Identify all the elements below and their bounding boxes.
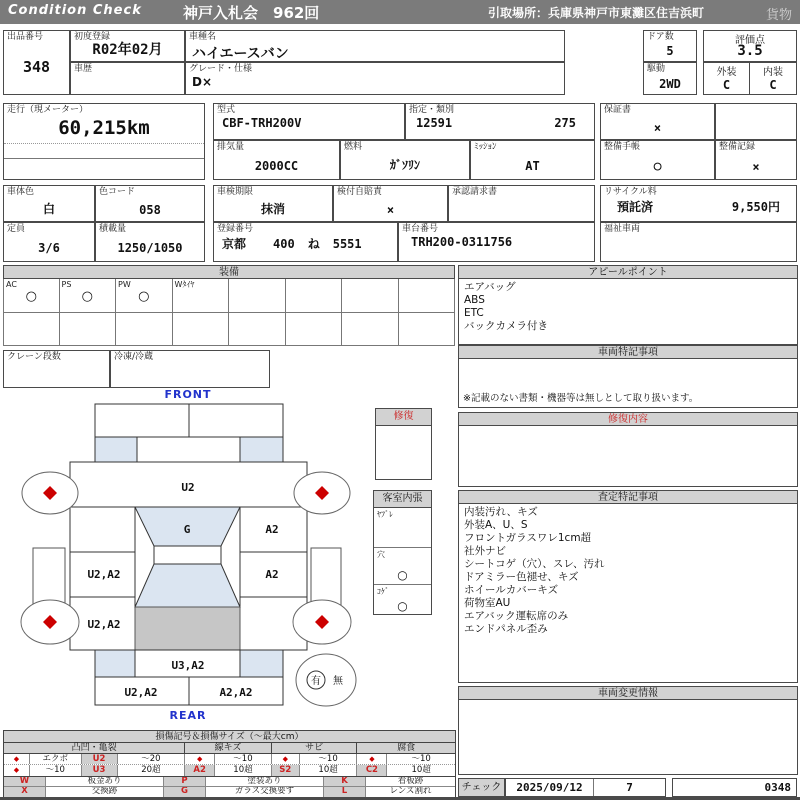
spare-present-text: 有 — [311, 676, 321, 687]
first-registration-label: 初度登録 — [74, 32, 111, 42]
model-code-label: 型式 — [217, 105, 236, 115]
assessment-item: ホイールカバーキズ — [464, 584, 559, 596]
appeal-points-panel — [458, 265, 798, 345]
recycle-status: 預託済 — [617, 200, 654, 214]
assessment-item: エンドパネル歪み — [464, 623, 548, 635]
equipment-cell-empty — [173, 313, 230, 347]
check-label-cell: チェック — [458, 778, 505, 797]
interior-trim-title: 客室内張 — [374, 491, 431, 508]
equipment-cell-empty — [342, 313, 399, 347]
appeal-points-title: アピールポイント — [458, 265, 798, 279]
appeal-item: ETC — [464, 307, 484, 319]
inspection-label: 車検期限 — [217, 187, 254, 197]
equipment-cell-ac: AC ○ — [3, 279, 60, 313]
registration-number-box — [213, 222, 398, 262]
rear-window — [135, 564, 240, 607]
drive-value: 2WD — [659, 77, 681, 91]
damage-diamond-icon: ◆ — [357, 754, 387, 764]
insurance-value: × — [386, 203, 395, 217]
warranty-value: × — [653, 121, 662, 135]
repair-details-panel — [458, 412, 798, 487]
equipment-cell-empty — [229, 279, 286, 313]
registration-kana: ね — [307, 237, 320, 251]
body-color-box — [3, 185, 95, 222]
registration-area: 京都 — [222, 237, 247, 251]
warranty-label: 保証書 — [604, 105, 632, 115]
recycle-fee-box — [600, 185, 797, 222]
fuel-value: ｶﾞｿﾘﾝ — [389, 158, 420, 172]
mileage-value: 60,215km — [58, 117, 150, 139]
assessment-item: 外装A、U、S — [464, 519, 528, 531]
assessment-item: シートコゲ（穴）、スレ、汚れ — [464, 558, 605, 570]
class-sub-value: 275 — [554, 116, 576, 130]
roof-panel — [135, 607, 240, 650]
displacement-value: 2000CC — [254, 159, 299, 173]
model-name-value: ハイエースバン — [192, 46, 289, 62]
history-box — [70, 62, 185, 95]
drive-label: 駆動 — [647, 64, 666, 74]
equipment-cell-empty — [286, 279, 343, 313]
spare-absent-text: 無 — [333, 676, 343, 687]
mark-left-rear: U2,A2 — [87, 618, 121, 631]
cowl-left — [95, 437, 137, 462]
cowl-center — [137, 437, 240, 462]
assessment-item: ドアミラー色褪せ、キズ — [464, 571, 579, 583]
trim-row-hole: 穴 ○ — [374, 548, 431, 585]
repaired-flag-box — [375, 408, 432, 480]
mark-hood: U2 — [181, 481, 195, 494]
maintenance-record-value: × — [752, 160, 760, 174]
approval-box — [448, 185, 595, 222]
damage-legend-groups: 凸凹・亀裂 線キズ サビ 腐食 — [4, 743, 455, 754]
brand-title: Condition Check — [8, 3, 142, 18]
insurance-label: 検付自賠責 — [337, 187, 383, 197]
maintenance-record-box — [715, 140, 797, 180]
equipment-cell-empty — [3, 313, 60, 347]
chassis-number-value: TRH200-0311756 — [411, 235, 513, 249]
exterior-grade-value: C — [722, 78, 731, 92]
assessment-notes-title: 査定特記事項 — [458, 490, 798, 504]
doors-label: ドア数 — [647, 32, 674, 42]
capacity-label: 定員 — [7, 224, 26, 234]
assessment-notes-panel — [458, 490, 798, 683]
change-info-panel — [458, 686, 798, 775]
load-capacity-value: 1250/1050 — [117, 241, 183, 255]
chassis-number-box — [398, 222, 595, 262]
color-code-value: 058 — [139, 203, 161, 217]
equipment-cell-empty — [60, 313, 117, 347]
lot-number-value: 348 — [22, 58, 51, 76]
doors-value: 5 — [666, 44, 674, 58]
header-bar — [0, 0, 800, 24]
check-number: 7 — [626, 781, 633, 794]
insurance-box — [333, 185, 448, 222]
displacement-box — [213, 140, 340, 180]
lot-number-label: 出品番号 — [7, 32, 44, 42]
rear-corner-right — [240, 650, 283, 677]
damage-diamond-icon: ◆ — [185, 754, 215, 764]
model-name-label: 車種名 — [189, 32, 217, 42]
equipment-ps-value: ○ — [81, 289, 93, 304]
repair-code-row1: W 板金あり P 塗装あり K 看板跡 — [4, 777, 455, 787]
damage-legend-row1: ◆ エクボ U2 ～20 ◆ ～10 ◆ ～10 ◆ ～10 — [4, 754, 455, 765]
mark-right-mid: A2 — [265, 568, 279, 581]
check-date: 2025/09/12 — [506, 779, 594, 796]
first-registration-box — [70, 30, 185, 62]
model-name-box — [185, 30, 565, 62]
damage-diamond-icon: ◆ — [272, 754, 300, 764]
equipment-pw-value: ○ — [138, 289, 150, 304]
assessment-item: 社外ナビ — [464, 545, 506, 557]
trim-row-tear: ﾔﾌﾞﾚ — [374, 508, 431, 548]
interior-grade-box — [749, 62, 797, 95]
registration-class: 400 — [273, 237, 295, 251]
mileage-label: 走行（現メーター） — [7, 105, 89, 115]
vehicle-category: 貨物 — [765, 8, 792, 23]
mark-rear-right: A2,A2 — [219, 686, 253, 699]
sheet-code-box — [672, 778, 797, 797]
load-capacity-label: 積載量 — [99, 224, 127, 234]
rear-label: REAR — [169, 709, 207, 722]
equipment-cell-empty — [286, 313, 343, 347]
sheet-code: 0348 — [764, 781, 791, 794]
history-label: 車歴 — [74, 64, 93, 74]
recycle-fee-label: リサイクル料 — [604, 187, 657, 197]
equipment-cell-empty — [342, 279, 399, 313]
appeal-item: ABS — [464, 294, 485, 306]
score-label: 評価点 — [735, 35, 765, 46]
grade-label: グレード・仕様 — [189, 64, 253, 74]
grade-value: D× — [192, 75, 213, 89]
damage-diamond-icon: ◆ — [4, 754, 30, 764]
equipment-cell-empty — [116, 313, 173, 347]
lot-number-box — [3, 30, 70, 95]
recycle-fee-value: 9,550円 — [731, 200, 780, 214]
pickup-location: 引取場所：兵庫県神戸市東灘区住吉浜町 — [488, 6, 705, 20]
displacement-label: 排気量 — [217, 142, 245, 152]
equipment-header: 装備 — [3, 265, 455, 279]
fuel-label: 燃料 — [344, 142, 363, 152]
registration-number-label: 登録番号 — [217, 224, 254, 234]
color-code-label: 色コード — [99, 187, 136, 197]
welfare-vehicle-box — [600, 222, 797, 262]
appeal-item: エアバッグ — [464, 281, 516, 293]
equipment-cell-ps: PS ○ — [60, 279, 117, 313]
body-color-label: 車体色 — [7, 187, 35, 197]
welfare-vehicle-label: 福祉車両 — [604, 224, 641, 234]
vehicle-notes-panel — [458, 345, 798, 408]
color-code-box — [95, 185, 205, 222]
change-info-title: 車両変更情報 — [458, 686, 798, 700]
inspection-box — [213, 185, 333, 222]
maintenance-book-label: 整備手帳 — [604, 142, 641, 152]
transmission-value: AT — [525, 159, 540, 173]
warranty-box — [600, 103, 715, 140]
vehicle-notes-disclaimer: ※記載のない書類・機器等は無しとして取り扱います。 — [463, 393, 699, 404]
crane-box — [3, 350, 110, 388]
assessment-item: 荷物室AU — [464, 597, 511, 609]
score-value: 3.5 — [737, 43, 763, 59]
transmission-label: ﾐｯｼｮﾝ — [474, 142, 497, 152]
class-number-label: 指定・類別 — [409, 105, 455, 115]
warranty-blank-box — [715, 103, 797, 140]
damage-legend-row2: ◆ ～10 U3 20超 A2 10超 S2 10超 C2 10超 — [4, 765, 455, 776]
drive-box — [643, 62, 697, 95]
transmission-box — [470, 140, 595, 180]
damage-legend-title: 損傷記号＆損傷サイズ（～最大cm） — [4, 731, 455, 743]
mark-front-right: A2 — [265, 523, 279, 536]
equipment-cell-empty — [399, 279, 456, 313]
repair-code-legend — [3, 776, 456, 798]
mark-left-mid: U2,A2 — [87, 568, 121, 581]
equipment-cell-empty — [399, 313, 456, 347]
first-registration-value: R02年02月 — [92, 42, 163, 58]
chassis-number-label: 車台番号 — [402, 224, 439, 234]
repair-details-title: 修復内容 — [458, 412, 798, 426]
left-side-step — [33, 548, 65, 605]
class-number-box — [405, 103, 595, 140]
reefer-box — [110, 350, 270, 388]
inspection-value: 抹消 — [260, 202, 285, 216]
interior-grade-label: 内装 — [763, 67, 783, 78]
interior-trim-box — [373, 490, 432, 615]
doors-box — [643, 30, 697, 62]
equipment-cell-empty — [229, 313, 286, 347]
equipment-cell-pw: PW ○ — [116, 279, 173, 313]
cabin-window — [154, 546, 221, 564]
repair-code-row2: X 交換跡 G ガラス交換要す L レンズ割れ — [4, 787, 455, 797]
class-number-value: 12591 — [416, 116, 453, 130]
equipment-cell-wtire: Wﾀｲﾔ — [173, 279, 230, 313]
model-code-box — [213, 103, 405, 140]
damage-legend — [3, 730, 456, 777]
load-capacity-box — [95, 222, 205, 262]
cowl-right — [240, 437, 283, 462]
check-date-box — [505, 778, 666, 797]
right-side-step — [311, 548, 341, 605]
repaired-flag-title: 修復 — [376, 409, 431, 426]
exterior-grade-box — [703, 62, 750, 95]
mileage-divider-solid — [4, 158, 204, 159]
body-color-value: 白 — [42, 202, 55, 216]
maintenance-book-value: ○ — [653, 159, 662, 174]
model-code-value: CBF-TRH200V — [222, 116, 302, 130]
assessment-item: エアバック運転席のみ — [464, 610, 569, 622]
score-box — [703, 30, 797, 62]
equipment-ac-value: ○ — [25, 289, 37, 304]
maintenance-book-box — [600, 140, 715, 180]
damage-diamond-icon: ◆ — [4, 765, 30, 776]
car-diagram — [0, 388, 370, 738]
registration-number: 5551 — [332, 237, 362, 251]
assessment-item: フロントガラスワレ1cm超 — [464, 532, 592, 544]
mark-windshield: G — [183, 523, 191, 536]
reefer-label: 冷凍/冷蔵 — [114, 352, 154, 362]
mileage-box — [3, 103, 205, 180]
crane-label: クレーン段数 — [7, 352, 61, 362]
front-label: FRONT — [164, 388, 212, 401]
grade-box — [185, 62, 565, 95]
exterior-grade-label: 外装 — [716, 67, 737, 78]
capacity-box — [3, 222, 95, 262]
assessment-item: 内装汚れ、キズ — [464, 506, 538, 518]
mark-rear-left: U2,A2 — [124, 686, 158, 699]
maintenance-record-label: 整備記録 — [719, 142, 756, 152]
trim-row-burn: ｺｹﾞ ○ — [377, 587, 408, 613]
spare-tire-badge — [296, 654, 356, 706]
mark-rear-top: U3,A2 — [171, 659, 205, 672]
appeal-item: バックカメラ付き — [464, 320, 548, 332]
mileage-divider-dotted — [4, 143, 204, 144]
fuel-box — [340, 140, 470, 180]
capacity-value: 3/6 — [38, 241, 60, 255]
rear-corner-left — [95, 650, 135, 677]
interior-grade-value: C — [769, 78, 777, 92]
vehicle-notes-title: 車両特記事項 — [458, 345, 798, 359]
equipment-grid — [3, 279, 455, 346]
auction-title: 神戸入札会 962回 — [183, 4, 320, 22]
approval-label: 承認請求書 — [452, 187, 498, 197]
